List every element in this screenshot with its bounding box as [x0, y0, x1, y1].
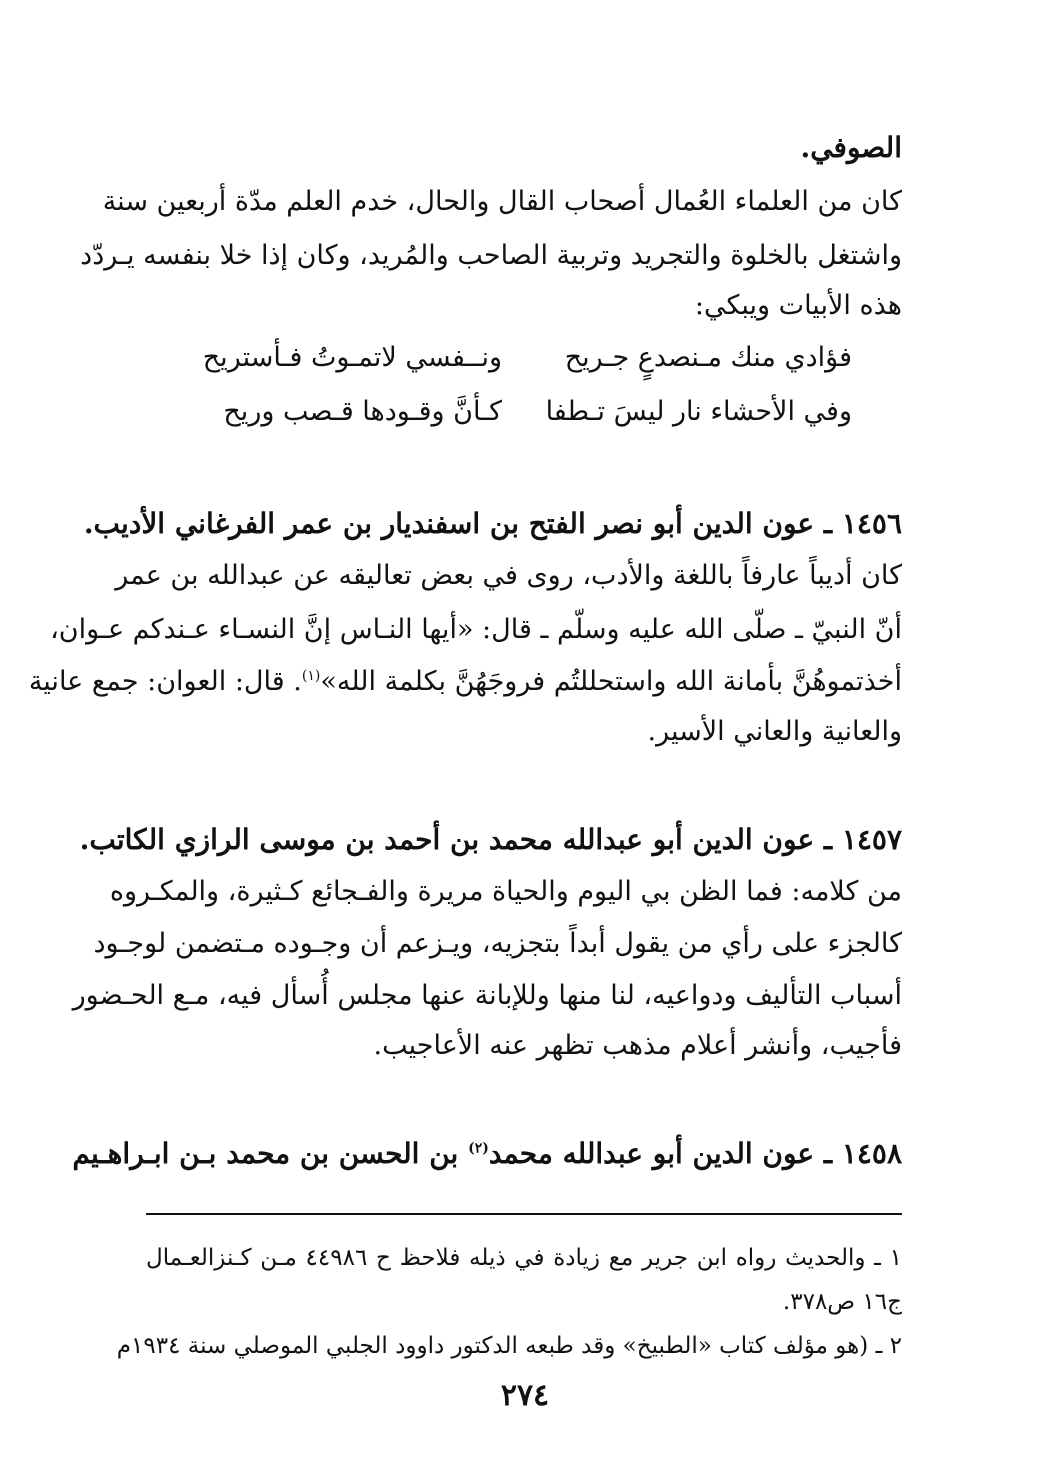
entry-1457-heading: ١٤٥٧ ـ عون الدين أبو عبدالله محمد بن أحمد بن موسى الرازي الكاتب. — [79, 823, 902, 856]
entry-1458-heading-a: ١٤٥٨ ـ عون الدين أبو عبدالله محمد — [488, 1137, 902, 1170]
poem-verse-1 — [146, 334, 902, 382]
verse-1-second-hemistich: ونــفسي لاتمـوتُ فـأستريح — [202, 342, 502, 373]
entry-1456-line-1: كان أديباً عارفاً باللغة والأدب، روى في بعض تعاليقه عن عبدالله بن عمر — [115, 560, 902, 591]
intro-line-2: واشتغل بالخلوة والتجريد وتربية الصاحب والمُريد، وكان إذا خلا بنفسه يـردّد — [80, 240, 902, 271]
footnote-2-line-1: ٢ ـ (هو مؤلف كتاب «الطبيخ» وقد طبعه الدكتور داوود الجلبي الموصلي سنة ١٩٣٤م — [116, 1333, 902, 1359]
entry-1457-line-3: أسباب التأليف ودواعيه، لنا منها وللإبانة عنها مجلس أُسأل فيه، مـع الحـضور — [72, 980, 902, 1011]
entry-1456-line-3-text-a: أخذتموهُنَّ بأمانة الله واستحللتُم فروجَهُنَّ بكلمة الله» — [320, 666, 902, 697]
entry-1456-line-2: أنّ النبيّ ـ صلّى الله عليه وسلّم ـ قال: «أيها النـاس إنَّ النسـاء عـندكم عـوان، — [50, 614, 902, 645]
footnote-1-line-2: ج١٦ ص٣٧٨. — [782, 1289, 902, 1315]
entry-1457-line-2: كالجزء على رأي من يقول أبداً بتجزيه، ويـزعم أن وجـوده مـتضمن لوجـود — [93, 928, 902, 959]
page-number: ٢٧٤ — [500, 1378, 550, 1413]
entry-1457-line-4: فأجيب، وأنشر أعلام مذهب تظهر عنه الأعاجيب. — [373, 1030, 902, 1061]
entry-1456-line-3-text-b: . قال: العوان: جمع عانية — [28, 666, 302, 697]
intro-line-3: هذه الأبيات ويبكي: — [694, 290, 902, 321]
poem-verse-2 — [146, 388, 902, 436]
entry-1457-line-1: من كلامه: فما الظن بي اليوم والحياة مريرة والفـجائع كـثيرة، والمكـروه — [109, 876, 902, 907]
footnote-separator — [146, 1213, 902, 1215]
entry-1456-line-3 — [28, 662, 902, 702]
intro-line-1: كان من العلماء العُمال أصحاب القال والحال، خدم العلم مدّة أربعين سنة — [102, 186, 902, 217]
main-text-column — [28, 0, 902, 1475]
entry-1458-heading-b: بن الحسن بن محمد بـن ابـراهـيم — [72, 1137, 469, 1170]
footnote-ref-1: (١) — [301, 668, 321, 684]
verse-2-second-hemistich: كـأنَّ وقـودها قـصب وريح — [223, 396, 502, 427]
entry-1456-heading: ١٤٥٦ ـ عون الدين أبو نصر الفتح بن اسفنديار بن عمر الفرغاني الأديب. — [83, 507, 902, 540]
footnote-ref-2: (٢) — [468, 1140, 489, 1157]
entry-1456-line-4: والعانية والعاني الأسير. — [647, 716, 902, 747]
entry-1458-heading — [72, 1134, 902, 1174]
verse-2-first-hemistich: وفي الأحشاء نار ليسَ تـطفا — [545, 396, 852, 427]
verse-1-first-hemistich: فؤادي منك مـنصدعٍ جـريح — [564, 342, 852, 373]
footnote-1-line-1: ١ ـ والحديث رواه ابن جرير مع زيادة في ذيله فلاحظ ح ٤٤٩٨٦ مـن كـنزالعـمال — [146, 1245, 902, 1271]
top-fragment: الصوفي. — [800, 131, 902, 164]
